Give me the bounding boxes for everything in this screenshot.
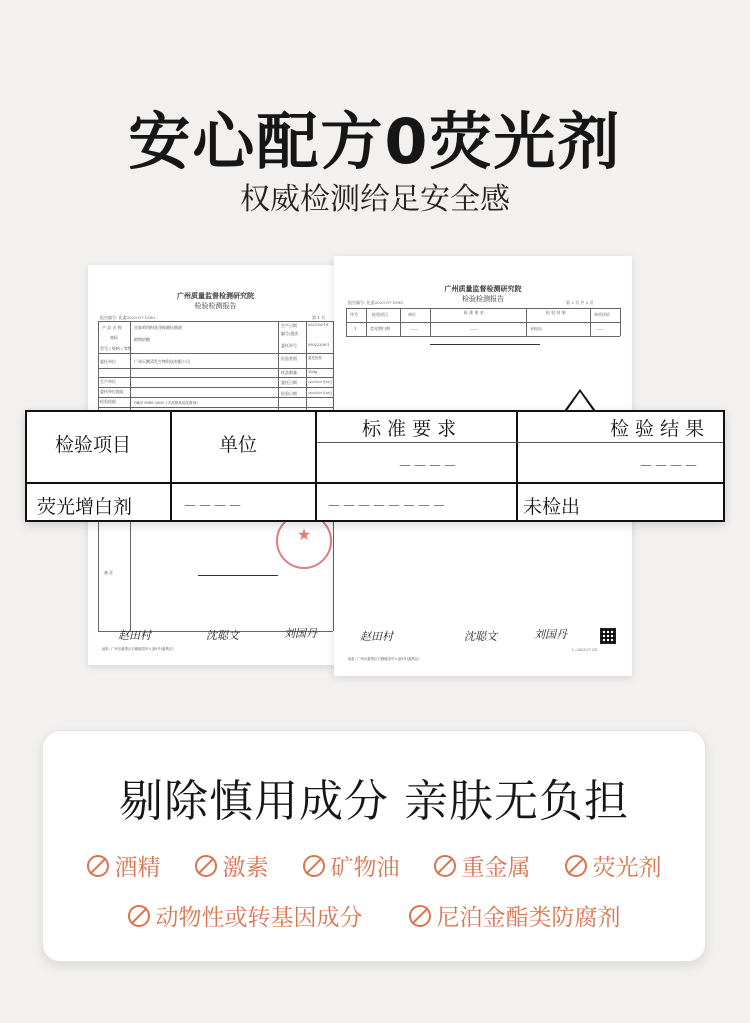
tag-label: 酒精 [114,855,161,881]
row-judgement: —— [596,326,604,331]
rfield-7: 检验日期 [281,391,297,396]
rvalue-4: 100g [308,370,317,374]
zoom-header-item: 检验项目 [55,434,132,456]
col-item: 检验项目 [372,312,388,317]
excluded-ingredients-card [42,730,706,962]
tag-row-1 [43,849,705,882]
row-standard: —— [470,326,478,331]
page-number: 第 1 页 [312,315,326,320]
value-client: 广州天鹅清发生物科技有限公司 [134,359,190,364]
value-standard: GB/T 9985-2000《手洗餐具用洗涤剂》 [134,401,200,405]
field-brand: 商标 [110,335,118,340]
page-number-2: 第 2 页 共 2 页 [566,300,594,305]
zoom-row-standard: －－－－－－－－ [327,499,447,515]
zoom-std-sub-dash: －－－－ [398,459,458,475]
report-footer-2: 地址: 广州市番禺区石楼镇清华大道9号(番禺区) [348,657,420,661]
zoomed-result-table [25,410,725,522]
rvalue-2: 09022206-1 [308,343,330,347]
zoom-header-standard: 标 准 要 求 [362,418,457,440]
tag-label: 激素 [222,855,269,881]
signature-r1: 赵田村 [360,630,393,643]
zoom-header-result: 检 验 结 果 [610,418,705,440]
zoom-row-item: 荧光增白剂 [37,496,133,518]
report-org-2: 广州质量监督检测研究院 [444,284,522,293]
tag-row-2 [43,899,705,932]
zoom-result-sub-dash: －－－－ [639,459,699,475]
tag-alcohol [87,849,161,882]
col-unit: 单位 [408,312,416,317]
field-standard: 检验依据 [100,399,116,404]
report-name: 检验检测报告 [194,302,237,310]
signature-r2: 沈聪文 [464,630,497,643]
rfield-3: 委托单号 [281,343,297,348]
tag-hormone [195,849,269,882]
tag-label: 矿物油 [330,855,400,881]
zoom-row-unit: －－－－ [183,499,243,515]
ban-icon [409,905,431,927]
ban-icon [195,855,217,877]
tag-mineral-oil [303,849,400,882]
tag-heavy-metal [434,849,531,882]
callout-pointer [566,392,594,412]
row-unit: —— [410,326,418,331]
subheadline: 权威检测给足安全感 [240,182,510,217]
field-product-name: 产 品 名 称 [102,325,122,330]
tag-label: 重金属 [461,855,531,881]
report-footer: 地址: 广州市番禺区石楼镇清华大道9号(番禺区) [102,647,174,651]
field-address: 委托单位地址 [100,389,124,394]
row-result: 未检出 [530,326,542,331]
tag-fluorescent [565,849,662,882]
value-brand: 植物奶酪 [134,337,150,342]
ban-icon [565,855,587,877]
headline: 安心配方0荧光剂 [128,105,622,178]
row-index: 1 [354,326,357,331]
rfield-5: 样品数量 [281,370,297,375]
signature-3: 刘国丹 [284,627,317,640]
row-item: 荧光增白剂 [370,326,390,331]
tag-paraben [409,899,621,932]
value-product: 皮寐鸡肉粉洗净抑菌抗菌液 [134,325,182,330]
qr-code-icon [600,628,616,644]
signature-2: 沈聪文 [206,629,239,642]
rfield-6: 委托日期 [281,380,297,385]
report-org: 广州质量监督检测研究院 [177,291,254,300]
report-name-2: 检验检测报告 [462,295,504,303]
field-producer: 生产单位 [100,379,116,384]
rvalue-1: 2023-06-19 [308,323,329,327]
tag-animal-gmo [128,899,363,932]
tag-label: 荧光剂 [592,855,662,881]
report-date: (—2023.07.31) [572,648,598,652]
rfield-1: 生产日期 [281,323,297,328]
col-standard: 标 准 要 求 [464,310,484,315]
field-client: 委托单位 [100,359,116,364]
rvalue-3: 委托检验 [308,356,322,360]
tag-label: 尼泊金酯类防腐剂 [436,905,621,931]
stamp-star-icon: ★ [296,525,312,544]
rfield-4: 检验类别 [281,356,297,361]
report-number-2: 报告编号: 化委2023-07-1590 [348,300,403,305]
ban-icon [303,855,325,877]
rfield-2: 编号/批次 [281,331,299,336]
zoom-row-result: 未检出 [523,496,581,518]
signature-r3: 刘国丹 [534,628,567,641]
signature-1: 赵田村 [118,629,151,642]
field-model: 型号 / 规格 / 等级 [100,346,132,351]
remark-label: 备 注 [104,570,114,575]
card-title: 剔除慎用成分 亲肤无负担 [119,776,629,827]
rvalue-5: 2023年07月25日 [308,380,333,384]
tag-label: 动物性或转基因成分 [155,905,363,931]
report-number: 报告编号: 化委2023-07-1590 [100,315,155,320]
col-judgement: 单项评价 [594,312,610,317]
ban-icon [434,855,456,877]
rvalue-6: 2023年07月26日 [308,391,333,395]
ban-icon [128,905,150,927]
col-result: 检 验 结 果 [546,310,566,315]
zoom-header-unit: 单位 [219,434,258,456]
col-index: 序号 [350,312,358,317]
ban-icon [87,855,109,877]
